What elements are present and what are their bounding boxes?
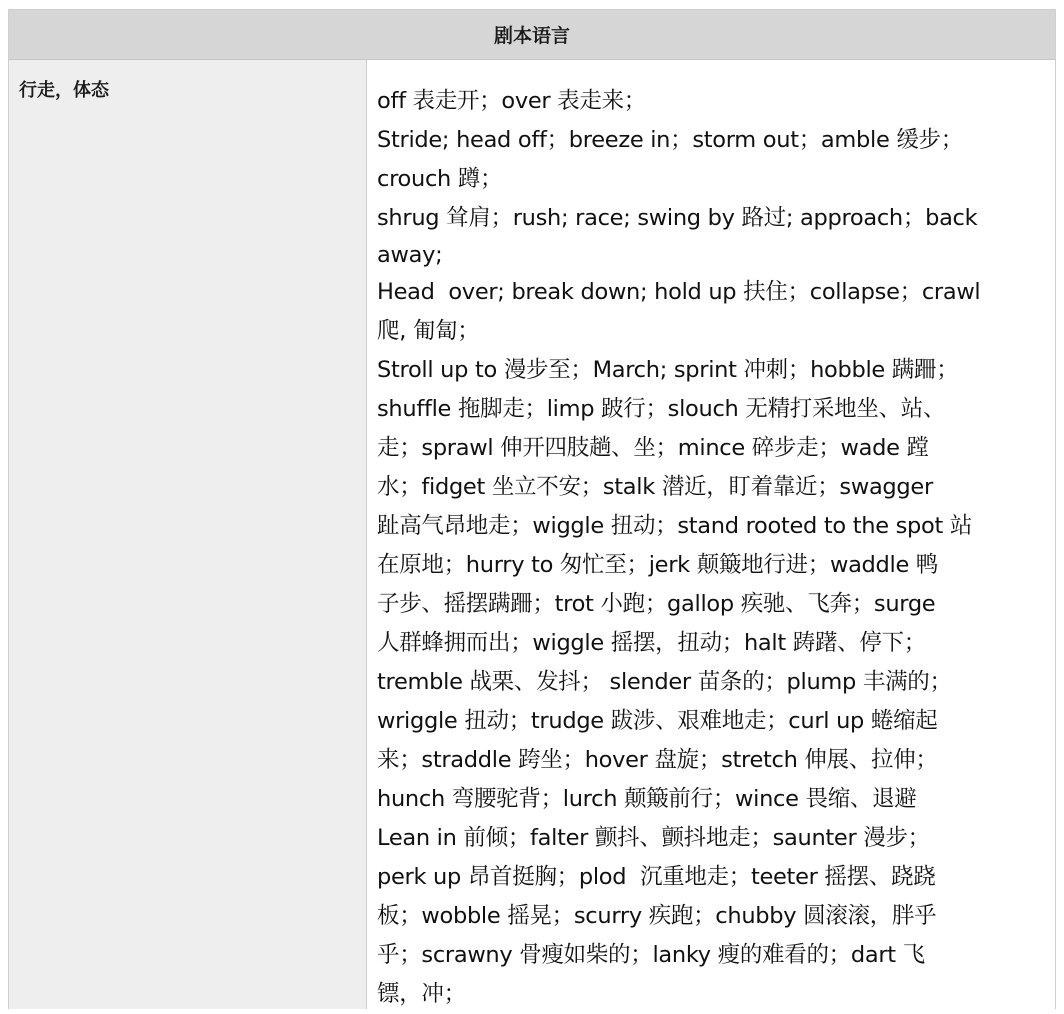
category-cell: 行走，体态 — [9, 60, 367, 1009]
vocab-line: 水；fidget 坐立不安；stalk 潜近，盯着靠近；swagger — [377, 474, 933, 500]
vocab-line: 趾高气昂地走；wiggle 扭动；stand rooted to the spot 站 — [377, 513, 973, 539]
vocab-line: Lean in 前倾；falter 颤抖、颤抖地走；saunter 漫步； — [377, 825, 930, 851]
vocabulary-cell — [367, 60, 1055, 1009]
vocab-line: 来；straddle 跨坐；hover 盘旋；stretch 伸展、拉伸； — [377, 747, 938, 773]
vocab-line: 板；wobble 摇晃；scurry 疾跑；chubby 圆滚滚，胖乎 — [377, 903, 937, 929]
vocab-line: 子步、摇摆蹒跚；trot 小跑；gallop 疾驰、飞奔；surge — [377, 591, 936, 617]
vocab-line: 爬, 匍匐； — [377, 318, 480, 344]
vocab-line: shrug 耸肩；rush; race; swing by 路过; approach；back — [377, 205, 978, 231]
vocab-line: 在原地；hurry to 匆忙至；jerk 颠簸地行进；waddle 鸭 — [377, 552, 939, 578]
vocab-line: Head over; break down; hold up 扶住；collapse；crawl — [377, 279, 981, 305]
script-language-table — [8, 9, 1056, 1009]
vocab-line: 人群蜂拥而出；wiggle 摇摆，扭动；halt 踌躇、停下； — [377, 630, 926, 656]
vocab-line: wriggle 扭动；trudge 跋涉、艰难地走；curl up 蜷缩起 — [377, 708, 938, 734]
vocab-line: hunch 弯腰驼背；lurch 颠簸前行；wince 畏缩、退避 — [377, 786, 917, 812]
table-header: 剧本语言 — [9, 9, 1055, 60]
vocab-line: shuffle 拖脚走；limp 跛行；slouch 无精打采地坐、站、 — [377, 396, 946, 422]
vocab-line: crouch 蹲； — [377, 166, 503, 192]
vocab-line: tremble 战栗、发抖； slender 苗条的；plump 丰满的； — [377, 669, 952, 695]
vocab-line: away; — [377, 242, 443, 268]
vocab-line: off 表走开；over 表走来； — [377, 88, 646, 114]
vocab-line: perk up 昂首挺胸；plod 沉重地走；teeter 摇摆、跷跷 — [377, 864, 936, 890]
vocab-line: 镖，冲； — [377, 981, 466, 1007]
vocab-line: 乎；scrawny 骨瘦如柴的；lanky 瘦的难看的；dart 飞 — [377, 942, 925, 968]
vocab-line: Stride; head off；breeze in；storm out；amble 缓步； — [377, 127, 963, 153]
vocab-line: 走；sprawl 伸开四肢趟、坐；mince 碎步走；wade 蹚 — [377, 435, 929, 461]
vocab-line: Stroll up to 漫步至；March; sprint 冲刺；hobble 蹒跚； — [377, 357, 959, 383]
